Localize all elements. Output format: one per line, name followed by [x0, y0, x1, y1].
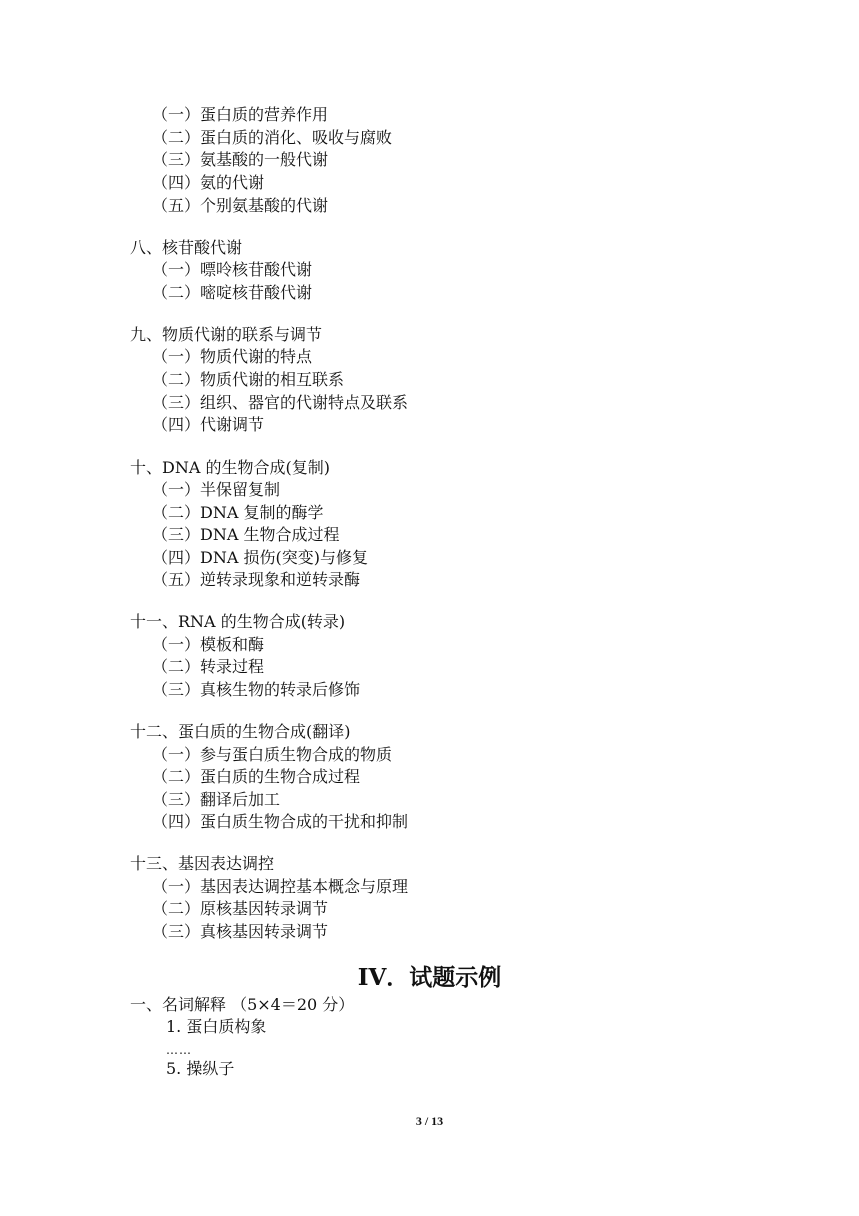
outline-item: （一）嘌呤核苷酸代谢 — [152, 260, 313, 279]
outline-item: （二）蛋白质的生物合成过程 — [152, 767, 361, 786]
outline-item: （一）半保留复制 — [152, 480, 281, 499]
outline-item: （三）真核生物的转录后修饰 — [152, 680, 361, 699]
example-item: 1. 蛋白质构象 — [166, 1017, 267, 1036]
outline-item: （二）原核基因转录调节 — [152, 899, 329, 918]
outline-item: （三）DNA 生物合成过程 — [152, 525, 340, 544]
section-heading: 十二、蛋白质的生物合成(翻译) — [130, 722, 351, 741]
example-item: 5. 操纵子 — [166, 1059, 235, 1078]
section-heading: 十三、基因表达调控 — [130, 854, 275, 873]
outline-item: （三）翻译后加工 — [152, 790, 281, 809]
outline-item: （一）物质代谢的特点 — [152, 347, 313, 366]
outline-item: （一）参与蛋白质生物合成的物质 — [152, 745, 393, 764]
section-heading: 九、物质代谢的联系与调节 — [130, 325, 323, 344]
question-type-heading: 一、名词解释 （5×4＝20 分） — [130, 995, 355, 1014]
ellipsis: …… — [166, 1043, 192, 1057]
outline-item: （二）DNA 复制的酶学 — [152, 503, 324, 522]
outline-item: （四）氨的代谢 — [152, 173, 265, 192]
outline-item: （四）代谢调节 — [152, 415, 265, 434]
outline-item: （一）模板和酶 — [152, 635, 265, 654]
outline-item: （二）物质代谢的相互联系 — [152, 370, 345, 389]
outline-item: （五）逆转录现象和逆转录酶 — [152, 570, 361, 589]
outline-item: （四）蛋白质生物合成的干扰和抑制 — [152, 812, 409, 831]
outline-item: （一）蛋白质的营养作用 — [152, 105, 329, 124]
section-heading: 十一、RNA 的生物合成(转录) — [130, 612, 346, 631]
outline-item: （三）氨基酸的一般代谢 — [152, 150, 329, 169]
outline-item: （二）嘧啶核苷酸代谢 — [152, 283, 313, 302]
outline-item: （二）蛋白质的消化、吸收与腐败 — [152, 128, 393, 147]
outline-item: （五）个别氨基酸的代谢 — [152, 196, 329, 215]
section-heading: 十、DNA 的生物合成(复制) — [130, 458, 330, 477]
outline-item: （一）基因表达调控基本概念与原理 — [152, 877, 409, 896]
outline-item: （二）转录过程 — [152, 657, 265, 676]
section-heading: 八、核苷酸代谢 — [130, 238, 243, 257]
page-number: 3 / 13 — [415, 1114, 444, 1128]
outline-item: （三）组织、器官的代谢特点及联系 — [152, 393, 409, 412]
outline-item: （四）DNA 损伤(突变)与修复 — [152, 548, 368, 567]
examples-title: IV．试题示例 — [357, 964, 502, 991]
outline-item: （三）真核基因转录调节 — [152, 922, 329, 941]
